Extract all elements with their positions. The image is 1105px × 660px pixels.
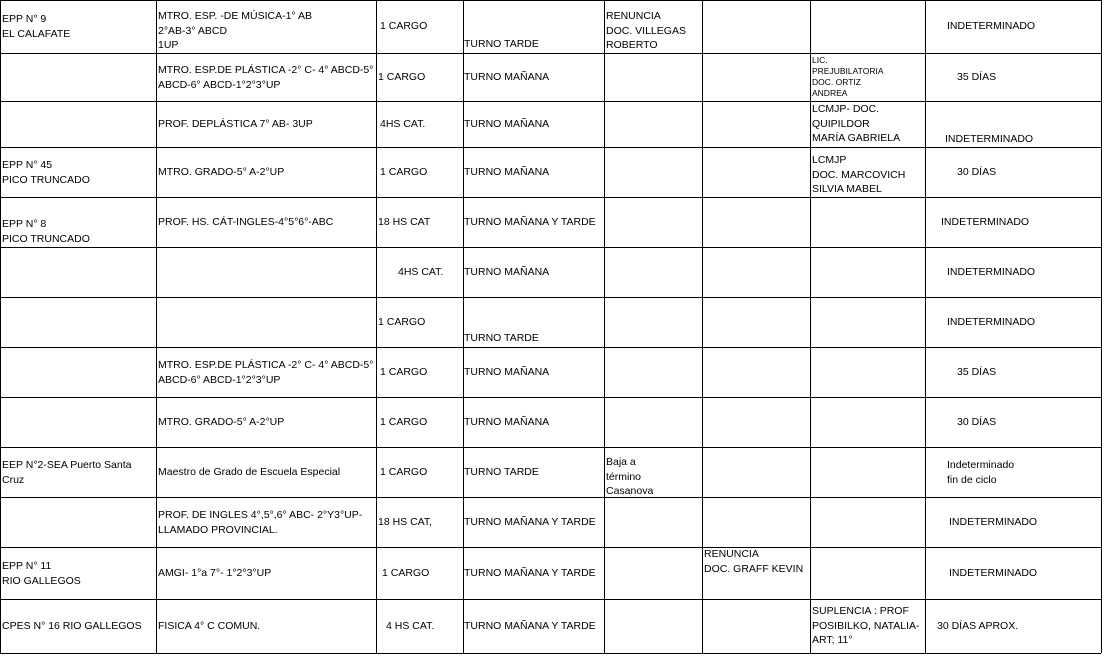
shift-cell: TURNO MAÑANA [464, 166, 550, 178]
position-cell: MTRO. ESP.DE PLÁSTICA -2° C- 4° ABCD-5° ABCD-6° ABCD-1°2°3°UP [158, 359, 374, 386]
position-cell: FISICA 4° C COMUN. [158, 620, 261, 632]
column-divider [1101, 0, 1102, 653]
row-divider [0, 197, 1101, 198]
duration-cell: 30 DÍAS [957, 416, 997, 428]
row-divider [0, 447, 1101, 448]
position-cell: Maestro de Grado de Escuela Especial [158, 466, 341, 478]
duration-cell: INDETERMINADO [949, 516, 1038, 528]
load-cell: 4 HS CAT. [386, 620, 435, 632]
shift-cell: TURNO MAÑANA Y TARDE [464, 567, 596, 579]
shift-cell: TURNO TARDE [464, 38, 539, 50]
row-divider [0, 0, 1101, 1]
school-cell: CPES N° 16 RIO GALLEGOS [2, 620, 142, 632]
row-divider [0, 247, 1101, 248]
duration-cell: INDETERMINADO [949, 567, 1038, 579]
load-cell: 1 CARGO [382, 567, 430, 579]
column-divider [604, 0, 605, 653]
row-divider [0, 297, 1101, 298]
duration-cell: Indeterminado fin de ciclo [947, 459, 1015, 486]
duration-cell: 35 DÍAS [957, 71, 997, 83]
row-divider [0, 653, 1101, 654]
reason3-cell: SUPLENCIA : PROF POSIBILKO, NATALIA- ART; 11° [812, 605, 920, 646]
school-cell: EPP N° 11 RIO GALLEGOS [2, 560, 81, 587]
reason2-cell: RENUNCIA DOC. GRAFF KEVIN [704, 548, 804, 575]
position-cell: PROF. DE INGLES 4°,5°,6° ABC- 2°Y3°UP- LLAMADO PROVINCIAL. [158, 509, 363, 536]
school-cell: EPP N° 45 PICO TRUNCADO [2, 159, 90, 186]
position-cell: MTRO. GRADO-5° A-2°UP [158, 416, 285, 428]
position-cell: AMGI- 1°a 7°- 1°2°3°UP [158, 567, 272, 579]
row-divider [0, 147, 1101, 148]
school-cell: EPP N° 8 PICO TRUNCADO [2, 218, 90, 245]
shift-cell: TURNO MAÑANA Y TARDE [464, 216, 596, 228]
load-cell: 1 CARGO [378, 71, 426, 83]
column-divider [376, 0, 377, 653]
reason3-cell: LCMJP DOC. MARCOVICH SILVIA MABEL [812, 154, 906, 195]
column-divider [810, 0, 811, 653]
load-cell: 1 CARGO [380, 466, 428, 478]
load-cell: 18 HS CAT, [378, 516, 433, 528]
duration-cell: INDETERMINADO [947, 20, 1036, 32]
shift-cell: TURNO MAÑANA [464, 266, 550, 278]
position-cell: MTRO. GRADO-5° A-2°UP [158, 166, 285, 178]
row-divider [0, 599, 1101, 600]
position-cell: PROF. HS. CÁT-INGLES-4°5°6°-ABC [158, 216, 334, 228]
shift-cell: TURNO TARDE [464, 332, 539, 344]
load-cell: 1 CARGO [378, 316, 426, 328]
school-cell: EEP N°2-SEA Puerto Santa Cruz [2, 459, 132, 486]
load-cell: 18 HS CAT [378, 216, 431, 228]
shift-cell: TURNO MAÑANA Y TARDE [464, 620, 596, 632]
reason3-cell: LCMJP- DOC. QUIPILDOR MARÍA GABRIELA [812, 103, 901, 144]
reason3-cell: LIC. PREJUBILATORIA DOC. ORTIZ ANDREA [812, 55, 884, 98]
load-cell: 1 CARGO [380, 166, 428, 178]
duration-cell: INDETERMINADO [947, 266, 1036, 278]
row-divider [0, 347, 1101, 348]
shift-cell: TURNO MAÑANA Y TARDE [464, 516, 596, 528]
row-divider [0, 53, 1101, 54]
column-divider [925, 0, 926, 653]
position-cell: PROF. DEPLÁSTICA 7° AB- 3UP [158, 118, 313, 130]
load-cell: 1 CARGO [380, 366, 428, 378]
duration-cell: INDETERMINADO [945, 133, 1034, 145]
shift-cell: TURNO MAÑANA [464, 416, 550, 428]
load-cell: 1 CARGO [380, 20, 428, 32]
duration-cell: INDETERMINADO [947, 316, 1036, 328]
school-cell: EPP N° 9 EL CALAFATE [2, 13, 71, 40]
position-cell: MTRO. ESP. -DE MÚSICA-1° AB 2°AB-3° ABCD 1UP [158, 10, 312, 51]
duration-cell: 30 DÍAS [957, 166, 997, 178]
shift-cell: TURNO MAÑANA [464, 118, 550, 130]
column-divider [156, 0, 157, 653]
shift-cell: TURNO MAÑANA [464, 366, 550, 378]
reason1-cell: Baja a término Casanova [606, 456, 654, 497]
duration-cell: INDETERMINADO [941, 216, 1030, 228]
row-divider [0, 397, 1101, 398]
load-cell: 4HS CAT. [398, 266, 444, 278]
load-cell: 1 CARGO [380, 416, 428, 428]
column-divider [702, 0, 703, 653]
row-divider [0, 497, 1101, 498]
duration-cell: 30 DÍAS APROX. [937, 620, 1019, 632]
shift-cell: TURNO TARDE [464, 466, 539, 478]
load-cell: 4HS CAT. [380, 118, 426, 130]
row-divider [0, 547, 1101, 548]
shift-cell: TURNO MAÑANA [464, 71, 550, 83]
reason1-cell: RENUNCIA DOC. VILLEGAS ROBERTO [606, 10, 686, 51]
row-divider [0, 101, 1101, 102]
duration-cell: 35 DÍAS [957, 366, 997, 378]
position-cell: MTRO. ESP.DE PLÁSTICA -2° C- 4° ABCD-5° ABCD-6° ABCD-1°2°3°UP [158, 64, 374, 91]
column-divider [463, 0, 464, 653]
column-divider [0, 0, 1, 653]
